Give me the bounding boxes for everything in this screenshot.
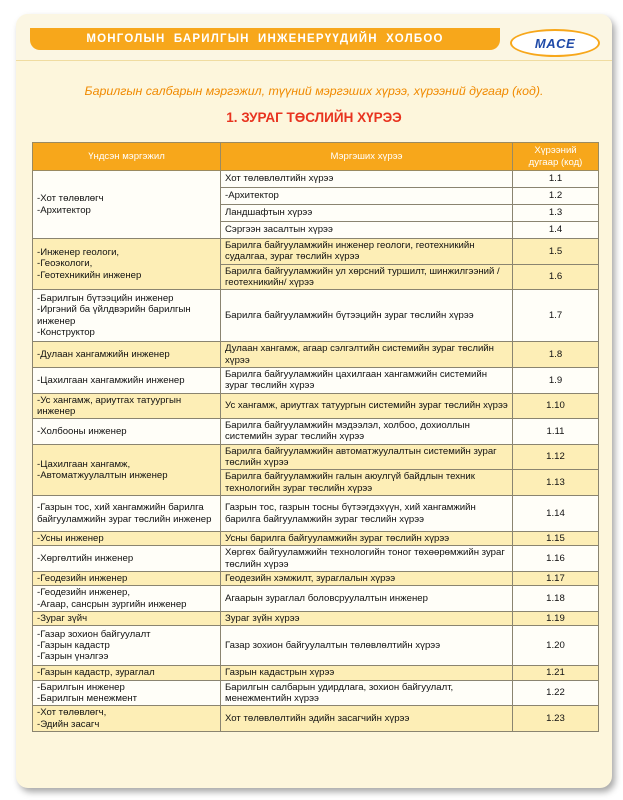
scope-cell: Хот төлөвлөлтийн эдийн засагчийн хүрээ xyxy=(221,706,513,732)
scope-cell: Геодезийн хэмжилт, зураглалын хүрээ xyxy=(221,571,513,585)
table-row xyxy=(33,239,599,265)
profession-cell: -Ус хангамж, ариутгах татуургын инженер xyxy=(33,393,221,419)
code-cell: 1.7 xyxy=(513,290,599,342)
scope-cell: Сэргээн засалтын хүрээ xyxy=(221,222,513,239)
code-cell: 1.9 xyxy=(513,367,599,393)
code-cell: 1.1 xyxy=(513,171,599,188)
code-cell: 1.13 xyxy=(513,470,599,496)
scope-cell: Барилга байгууламжийн цахилгаан хангамжийн системийн зураг төслийн хүрээ xyxy=(221,367,513,393)
profession-cell: -Хот төлөвлөгч -Архитектор xyxy=(33,171,221,239)
code-cell: 1.6 xyxy=(513,264,599,290)
code-cell: 1.18 xyxy=(513,586,599,612)
organization-name: МОНГОЛЫН БАРИЛГЫН ИНЖЕНЕРҮҮДИЙН ХОЛБОО xyxy=(86,33,444,45)
code-cell: 1.2 xyxy=(513,188,599,205)
profession-cell: -Газар зохион байгуулалт -Газрын кадастр -Газрын үнэлгээ xyxy=(33,626,221,666)
code-cell: 1.10 xyxy=(513,393,599,419)
table-row xyxy=(33,706,599,732)
table-row xyxy=(33,532,599,546)
header-scope-code: Хүрээний дугаар (код) xyxy=(513,143,599,171)
profession-cell: -Цахилгаан хангамжийн инженер xyxy=(33,367,221,393)
scope-cell: Барилга байгууламжийн бүтээцийн зураг төслийн хүрээ xyxy=(221,290,513,342)
scope-cell: Барилга байгууламжийн инженер геологи, геотехникийн судалгаа, зураг төслийн хүрээ xyxy=(221,239,513,265)
profession-cell: -Цахилгаан хангамж, -Автоматжуулалтын инженер xyxy=(33,444,221,495)
code-cell: 1.22 xyxy=(513,680,599,706)
scope-cell: Хөргөх байгууламжийн технологийн тоног төхөөрөмжийн зураг төслийн хүрээ xyxy=(221,546,513,572)
scope-cell: Барилга байгууламжийн мэдээлэл, холбоо, дохиоллын системийн зураг төслийн хүрээ xyxy=(221,419,513,445)
table-row xyxy=(33,571,599,585)
table-header-row xyxy=(33,143,599,171)
scope-cell: -Архитектор xyxy=(221,188,513,205)
profession-cell: -Хот төлөвлөгч, -Эдийн засагч xyxy=(33,706,221,732)
code-cell: 1.15 xyxy=(513,532,599,546)
code-cell: 1.17 xyxy=(513,571,599,585)
table-row xyxy=(33,393,599,419)
code-cell: 1.12 xyxy=(513,444,599,470)
scope-cell: Усны барилга байгууламжийн зураг төслийн хүрээ xyxy=(221,532,513,546)
organization-banner xyxy=(30,28,500,50)
header-specialization-scope: Мэргэших хүрээ xyxy=(221,143,513,171)
profession-cell: -Геодезийн инженер, -Агаар, сансрын зургийн инженер xyxy=(33,586,221,612)
profession-cell: -Дулаан хангамжийн инженер xyxy=(33,342,221,368)
table-row xyxy=(33,611,599,625)
profession-cell: -Геодезийн инженер xyxy=(33,571,221,585)
scope-cell: Дулаан хангамж, агаар сэлгэлтийн системийн зураг төслийн хүрээ xyxy=(221,342,513,368)
header-main-profession: Үндсэн мэргэжил xyxy=(33,143,221,171)
table-row xyxy=(33,367,599,393)
table-row xyxy=(33,444,599,470)
scope-cell: Агаарын зураглал боловсруулалтын инженер xyxy=(221,586,513,612)
profession-cell: -Барилгын бүтээцийн инженер -Иргэний ба үйлдвэрийн барилгын инженер -Конструктор xyxy=(33,290,221,342)
table-row xyxy=(33,496,599,532)
table-row xyxy=(33,342,599,368)
document-subtitle: Барилгын салбарын мэргэжил, түүний мэргэших хүрээ, хүрээний дугаар (код). xyxy=(84,84,544,98)
scope-cell: Ус хангамж, ариутгах татуургын системийн зураг төслийн хүрээ xyxy=(221,393,513,419)
scope-cell: Барилга байгууламжийн автоматжуулалтын системийн зураг төслийн хүрээ xyxy=(221,444,513,470)
code-cell: 1.4 xyxy=(513,222,599,239)
scope-cell: Газар зохион байгуулалтын төлөвлөлтийн хүрээ xyxy=(221,626,513,666)
scope-cell: Барилгын салбарын удирдлага, зохион байгуулалт, менежментийн хүрээ xyxy=(221,680,513,706)
code-cell: 1.21 xyxy=(513,666,599,680)
scope-cell: Барилга байгууламжийн галын аюулгүй байдлын техник технологийн зураг төслийн хүрээ xyxy=(221,470,513,496)
code-cell: 1.8 xyxy=(513,342,599,368)
code-cell: 1.19 xyxy=(513,611,599,625)
profession-cell: -Зураг зүйч xyxy=(33,611,221,625)
profession-cell: -Холбооны инженер xyxy=(33,419,221,445)
table-row xyxy=(33,171,599,188)
code-cell: 1.3 xyxy=(513,205,599,222)
table-row xyxy=(33,419,599,445)
scope-cell: Барилга байгууламжийн ул хөрсний туршилт, шинжилгээний /геотехникийн/ хүрээ xyxy=(221,264,513,290)
scope-cell: Газрын кадастрын хүрээ xyxy=(221,666,513,680)
logo-text: MACE xyxy=(534,35,576,51)
table-row xyxy=(33,546,599,572)
scope-cell: Хот төлөвлөлтийн хүрээ xyxy=(221,171,513,188)
table-row xyxy=(33,290,599,342)
code-cell: 1.23 xyxy=(513,706,599,732)
table-row xyxy=(33,680,599,706)
table-row xyxy=(33,586,599,612)
code-cell: 1.16 xyxy=(513,546,599,572)
table-row xyxy=(33,626,599,666)
mace-logo xyxy=(510,29,600,57)
profession-cell: -Инженер геологи, -Геоэкологи, -Геотехникийн инженер xyxy=(33,239,221,290)
profession-table xyxy=(32,142,599,732)
section-title: 1. ЗУРАГ ТӨСЛИЙН ХҮРЭЭ xyxy=(226,110,402,125)
document-page xyxy=(16,14,612,788)
profession-cell: -Хөргөлтийн инженер xyxy=(33,546,221,572)
code-cell: 1.5 xyxy=(513,239,599,265)
table-body xyxy=(33,171,599,732)
table-row xyxy=(33,666,599,680)
profession-cell: -Газрын тос, хий хангамжийн барилга байгууламжийн зураг төслийн инженер xyxy=(33,496,221,532)
scope-cell: Газрын тос, газрын тосны бүтээгдэхүүн, хий хангамжийн барилга байгууламжийн зураг төслийн хүрээ xyxy=(221,496,513,532)
profession-cell: -Газрын кадастр, зураглал xyxy=(33,666,221,680)
scope-cell: Ландшафтын хүрээ xyxy=(221,205,513,222)
code-cell: 1.14 xyxy=(513,496,599,532)
code-cell: 1.11 xyxy=(513,419,599,445)
profession-cell: -Барилгын инженер -Барилгын менежмент xyxy=(33,680,221,706)
profession-cell: -Усны инженер xyxy=(33,532,221,546)
scope-cell: Зураг зүйн хүрээ xyxy=(221,611,513,625)
code-cell: 1.20 xyxy=(513,626,599,666)
header-band xyxy=(16,14,612,61)
